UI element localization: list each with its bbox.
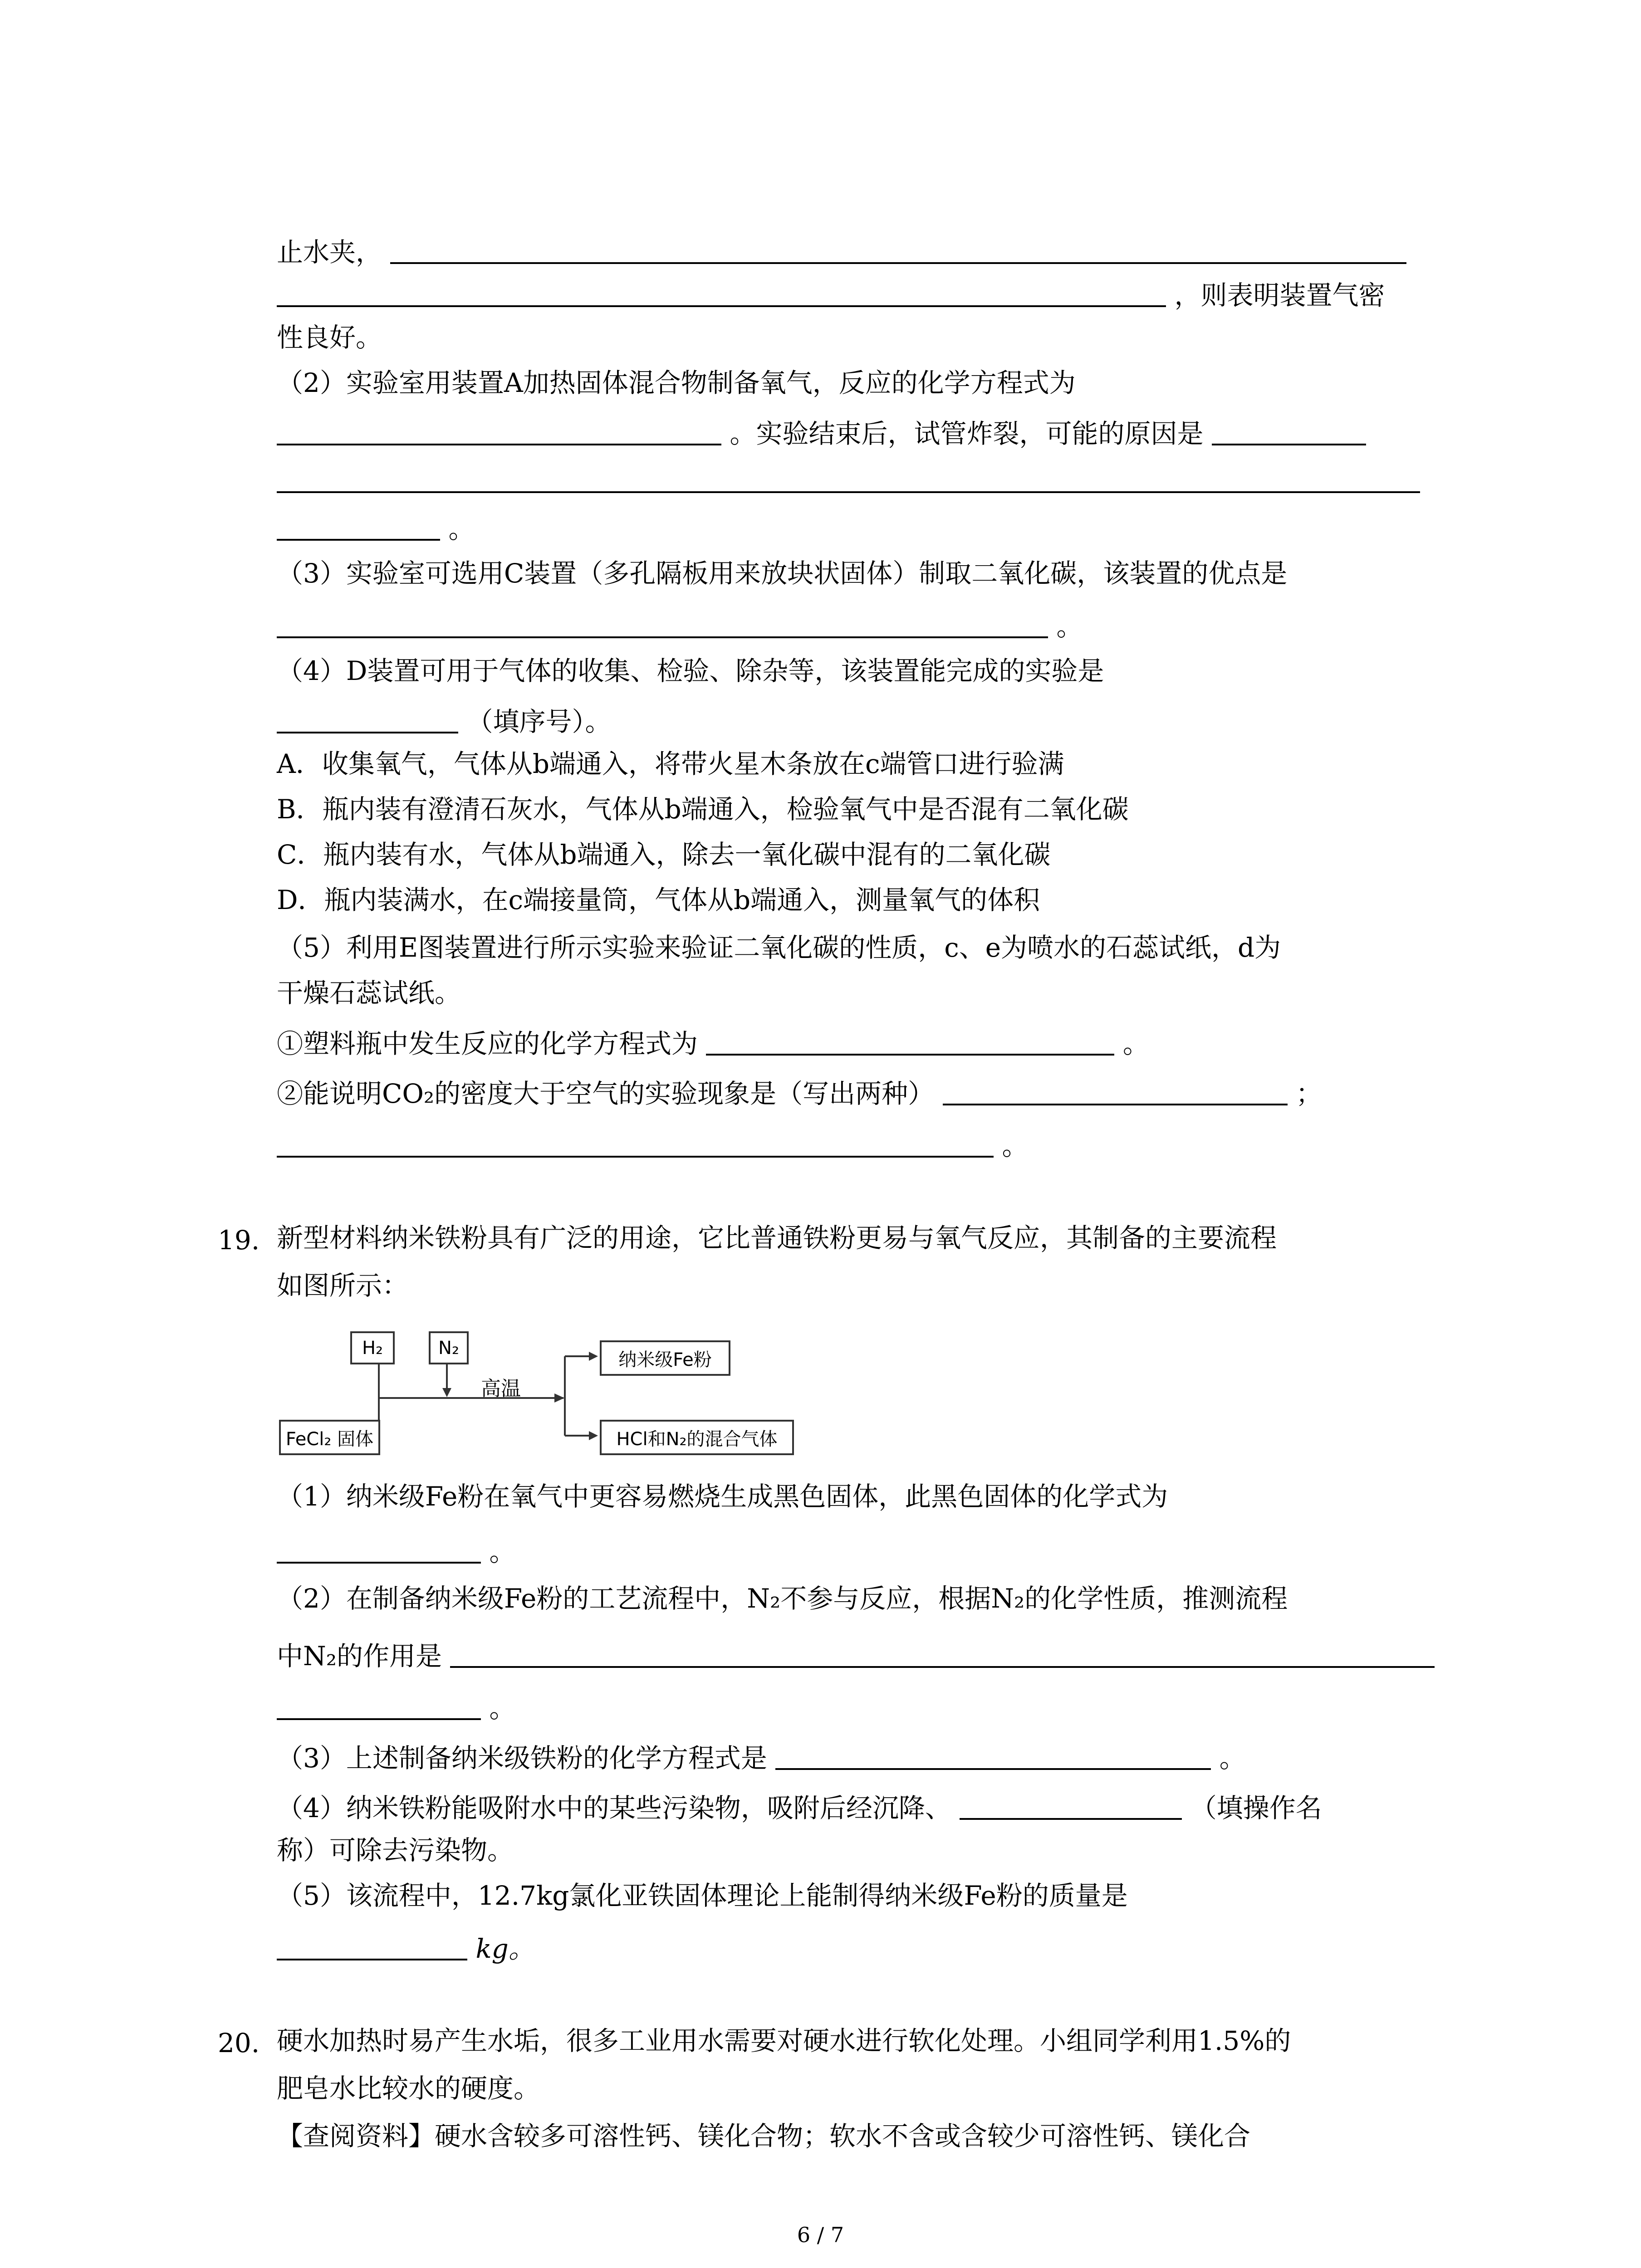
condition-label: 高温	[481, 1377, 521, 1400]
answer-blank[interactable]	[277, 1932, 467, 1960]
text-line: 干燥石蕊试纸。	[277, 978, 461, 1008]
answer-blank[interactable]	[775, 1742, 1211, 1770]
option-d: D．瓶内装满水，在c端接量筒，气体从b端通入，测量氧气的体积	[277, 885, 1040, 915]
question-stem: 新型材料纳米铁粉具有广泛的用途，它比普通铁粉更易与氧气反应，其制备的主要流程	[277, 1222, 1277, 1253]
question-stem: 硬水加热时易产生水垢，很多工业用水需要对硬水进行软化处理。小组同学利用1.5%的	[277, 2025, 1291, 2056]
option-c: C．瓶内装有水，气体从b端通入，除去一氧化碳中混有的二氧化碳	[277, 839, 1051, 870]
sub-question: （3）上述制备纳米级铁粉的化学方程式是	[277, 1743, 767, 1774]
answer-blank[interactable]	[390, 236, 1406, 264]
text-line: 称）可除去污染物。	[277, 1835, 514, 1866]
text-line: 性良好。	[277, 322, 382, 353]
product-gas-box: HCl和N₂的混合气体	[600, 1420, 794, 1455]
sub-question: （5）该流程中，12.7kg氯化亚铁固体理论上能制得纳米级Fe粉的质量是	[277, 1880, 1128, 1911]
answer-blank[interactable]	[277, 513, 440, 541]
page-number: 6 / 7	[797, 2223, 844, 2247]
text-line: 。	[489, 1536, 516, 1567]
answer-blank[interactable]	[450, 1640, 1435, 1668]
answer-blank[interactable]	[277, 1692, 481, 1720]
text-line: （5）利用E图装置进行所示实验来验证二氧化碳的性质，c、e为喷水的石蕊试纸，d为	[277, 932, 1281, 963]
text-line: ①塑料瓶中发生反应的化学方程式为	[277, 1028, 698, 1059]
flow-diagram	[277, 1325, 798, 1470]
answer-blank[interactable]	[706, 1027, 1114, 1056]
n2-box: N₂	[429, 1331, 469, 1364]
answer-blank[interactable]	[277, 1129, 994, 1158]
option-a: A．收集氧气，气体从b端通入，将带火星木条放在c端管口进行验满	[277, 748, 1064, 779]
option-b: B．瓶内装有澄清石灰水，气体从b端通入，检验氧气中是否混有二氧化碳	[277, 794, 1129, 825]
text-line: （填操作名	[1190, 1793, 1322, 1823]
text-line: （填序号）。	[466, 706, 612, 737]
question-number: 20.	[218, 2028, 260, 2058]
text-line: 。	[1056, 611, 1083, 642]
sub-question: （1）纳米级Fe粉在氧气中更容易燃烧生成黑色固体，此黑色固体的化学式为	[277, 1481, 1168, 1512]
question-stem: 肥皂水比较水的硬度。	[277, 2073, 540, 2104]
h2-box: H₂	[350, 1331, 395, 1364]
fecl2-box: FeCl₂ 固体	[279, 1420, 380, 1455]
answer-blank[interactable]	[1212, 417, 1366, 445]
text-line: 。	[1002, 1130, 1029, 1161]
text-line: 。	[1122, 1028, 1149, 1059]
text-line: ②能说明CO₂的密度大于空气的实验现象是（写出两种）	[277, 1078, 935, 1109]
text-line: 中N₂的作用是	[277, 1641, 442, 1672]
question-number: 19.	[218, 1225, 260, 1256]
text-line: 。	[489, 1693, 516, 1724]
text-line: 。	[1219, 1743, 1246, 1774]
question-stem: 如图所示：	[277, 1270, 409, 1301]
answer-blank[interactable]	[277, 610, 1048, 638]
text-line: ，则表明装置气密	[1174, 280, 1385, 311]
text-line: （4）D装置可用于气体的收集、检验、除杂等，该装置能完成的实验是	[277, 655, 1104, 686]
text-line: 止水夹，	[277, 237, 382, 268]
answer-blank[interactable]	[960, 1792, 1182, 1820]
question-stem: 【查阅资料】硬水含较多可溶性钙、镁化合物；软水不含或含较少可溶性钙、镁化合	[277, 2121, 1251, 2151]
answer-blank[interactable]	[277, 465, 1420, 493]
text-line: （3）实验室可选用C装置（多孔隔板用来放块状固体）制取二氧化碳，该装置的优点是	[277, 558, 1288, 589]
sub-question: （2）在制备纳米级Fe粉的工艺流程中，N₂不参与反应，根据N₂的化学性质，推测流程	[277, 1583, 1288, 1614]
text-line: （2）实验室用装置A加热固体混合物制备氧气，反应的化学方程式为	[277, 367, 1076, 398]
answer-blank[interactable]	[277, 705, 458, 733]
text-line: kg。	[475, 1933, 535, 1964]
product-fe-box: 纳米级Fe粉	[600, 1340, 730, 1376]
answer-blank[interactable]	[277, 1535, 481, 1564]
answer-blank[interactable]	[943, 1077, 1288, 1105]
text-line: 。实验结束后，试管炸裂，可能的原因是	[730, 418, 1204, 449]
answer-blank[interactable]	[277, 279, 1166, 307]
text-line: ；	[1296, 1078, 1323, 1109]
sub-question: （4）纳米铁粉能吸附水中的某些污染物，吸附后经沉降、	[277, 1793, 951, 1823]
text-line: 。	[448, 513, 475, 544]
answer-blank[interactable]	[277, 417, 721, 445]
